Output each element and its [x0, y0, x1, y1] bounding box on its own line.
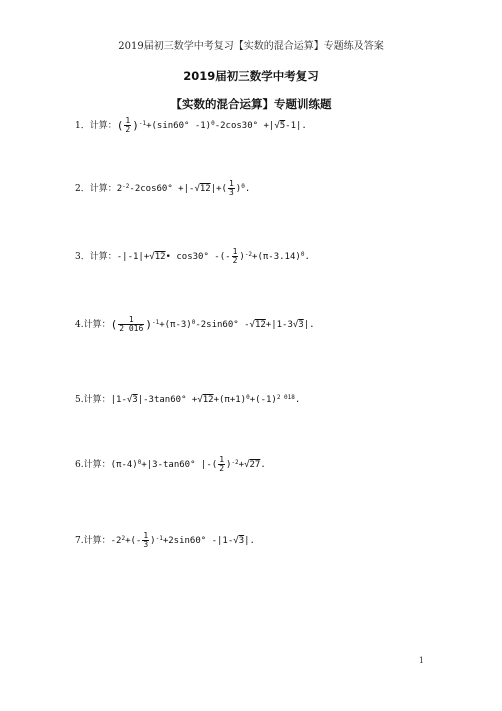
expr-text: +(sin60° -1)	[146, 121, 212, 131]
problem-label: 计算：	[89, 121, 117, 131]
numerator: 1	[143, 531, 149, 540]
expr-text: (	[110, 318, 118, 331]
exponent: -2	[244, 251, 253, 258]
expr-text: -1|.	[285, 121, 307, 131]
numerator: 1	[219, 455, 225, 464]
expr-text: )	[235, 184, 242, 194]
expr-text: -2cos30° +|	[214, 121, 275, 131]
expr-text: .	[260, 460, 266, 470]
problem-number: 5.	[75, 395, 84, 405]
numerator: 1	[125, 116, 131, 125]
radicand: 12	[202, 395, 214, 405]
document-subtitle: 【实数的混合运算】专题训练题	[170, 97, 332, 111]
expr-text: |1-	[110, 395, 127, 405]
expr-text: |.	[244, 536, 255, 546]
fraction	[232, 248, 239, 265]
radicand: 3	[132, 395, 138, 405]
fraction	[118, 316, 144, 333]
problem-number: 1．	[75, 121, 90, 131]
expr-text: +(-1)	[249, 395, 277, 405]
exponent: 0	[211, 120, 215, 127]
square-root: √3	[126, 395, 138, 405]
problem-3	[75, 248, 310, 265]
expr-text: -2sin60° -	[195, 320, 250, 330]
fraction	[228, 180, 235, 197]
expr-text: )	[226, 460, 232, 470]
expr-text: +(π+1)	[213, 395, 247, 405]
expr-text: .	[304, 252, 310, 262]
expr-text: +	[238, 460, 245, 470]
expr-text: -2cos60° +|-	[129, 184, 195, 194]
expr-text: .	[294, 395, 301, 405]
expr-text: -|-1|+	[116, 252, 150, 262]
expr-text: +(-	[125, 536, 142, 546]
exponent: 0	[137, 459, 142, 466]
expr-text: +(π-3.14)	[252, 252, 301, 262]
exponent: -1	[138, 120, 147, 127]
radicand: 5	[279, 121, 286, 131]
expr-text: .	[244, 184, 251, 194]
expr-text: +2sin60° -|1-	[162, 536, 234, 546]
square-root: √12	[149, 252, 166, 262]
radicand: 12	[199, 184, 211, 194]
square-root: √12	[249, 320, 266, 330]
square-root: √12	[197, 395, 214, 405]
expr-text: )	[150, 536, 156, 546]
expr-text: • cos30° -(-	[165, 252, 231, 262]
problem-number: 2．	[75, 184, 90, 194]
expr-text: +|3-tan60° |-(	[141, 460, 218, 470]
radicand: 3	[298, 320, 304, 330]
square-root: √5	[274, 121, 286, 131]
running-header: 2019届初三数学中考复习【实数的混合运算】专题练及答案	[118, 41, 384, 52]
denominator: 3	[228, 188, 234, 197]
radicand: 27	[249, 460, 261, 470]
square-root: √12	[194, 184, 211, 194]
expr-text: (	[116, 119, 124, 132]
problem-label: 计算：	[89, 252, 117, 262]
expr-text: +(π-3)	[159, 320, 192, 330]
fraction	[124, 117, 131, 134]
expr-text: |.	[303, 320, 315, 330]
problem-5	[75, 392, 300, 405]
radicand: 12	[154, 252, 166, 262]
document-title: 2019届初三数学中考复习	[183, 69, 319, 83]
exponent: 2 018	[276, 394, 295, 401]
exponent: -1	[151, 319, 160, 326]
expr-text: (π-4)	[110, 460, 138, 470]
problem-number: 4.	[75, 320, 84, 330]
expr-text: )	[132, 119, 139, 132]
problem-label: 计算：	[83, 395, 111, 405]
exponent: 0	[241, 183, 245, 190]
exponent: 0	[191, 319, 196, 326]
expr-text: +|1-3	[265, 320, 293, 330]
exponent: 0	[246, 394, 250, 401]
square-root: √27	[244, 460, 261, 470]
numerator: 1	[118, 316, 144, 325]
page-number: 1	[418, 656, 424, 665]
square-root: √3	[292, 320, 304, 330]
radicand: 12	[254, 320, 266, 330]
expr-text: |+(	[210, 184, 227, 194]
problem-4	[75, 316, 315, 333]
problem-label: 计算：	[83, 320, 111, 330]
fraction	[142, 532, 149, 549]
problem-7	[75, 532, 255, 549]
exponent: -2	[122, 183, 130, 190]
fraction	[218, 456, 225, 473]
expr-text: )	[239, 252, 245, 262]
problem-number: 6.	[75, 460, 84, 470]
problem-1	[75, 117, 307, 134]
expr-text: 2	[116, 184, 123, 194]
radicand: 3	[238, 536, 245, 546]
problem-label: 计算：	[89, 184, 117, 194]
exponent: 2	[121, 535, 126, 542]
problem-number: 7.	[75, 536, 84, 546]
denominator: 2	[232, 256, 238, 265]
expr-text: -2	[110, 536, 122, 546]
denominator: 2	[219, 464, 225, 473]
denominator: 2	[125, 125, 131, 134]
exponent: -1	[155, 535, 163, 542]
expr-text: )	[145, 318, 152, 331]
problem-number: 3．	[75, 252, 90, 262]
expr-text: |-3tan60° +	[137, 395, 198, 405]
square-root: √3	[233, 536, 245, 546]
problem-label: 计算：	[83, 460, 111, 470]
problem-2	[75, 180, 250, 197]
denominator: 2 016	[119, 324, 144, 333]
problem-label: 计算：	[83, 536, 111, 546]
numerator: 1	[232, 247, 238, 256]
exponent: 0	[300, 251, 305, 258]
numerator: 1	[228, 179, 234, 188]
denominator: 3	[143, 540, 149, 549]
problem-6	[75, 456, 266, 473]
exponent: -2	[231, 459, 239, 466]
